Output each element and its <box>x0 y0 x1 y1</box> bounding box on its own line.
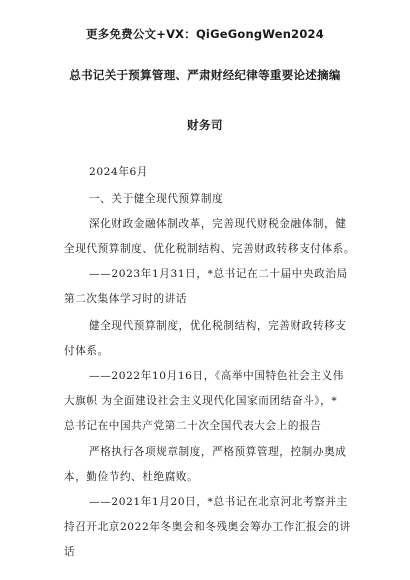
date-line: 2024年6月 <box>89 166 149 178</box>
promo-banner: 更多免费公文+VX：QiGeGongWen2024 <box>86 27 324 41</box>
paragraph-line: 深化财政金融体制改革，完善现代财税金融体制，健 <box>89 218 347 230</box>
document-title: 总书记关于预算管理、严肃财经纪律等重要论述摘编 <box>69 68 341 82</box>
citation-line: 持召开北京2022年冬奥会和冬残奥会筹办工作汇报会的讲 <box>64 521 351 533</box>
paragraph-line: 全现代预算制度、优化税制结构、完善财政转移支付体系。 <box>64 243 356 255</box>
citation-line: 第二次集体学习时的讲话 <box>64 293 188 305</box>
citation-line: 总书记在中国共产党第二十次全国代表大会上的报告 <box>64 420 322 432</box>
paragraph-line: 健全现代预算制度，优化税制结构，完善财政转移支 <box>89 320 347 332</box>
citation-line: 话 <box>64 546 76 558</box>
section-heading: 一、关于健全现代预算制度 <box>89 193 224 205</box>
paragraph-line: 严格执行各项规章制度，严格预算管理，控制办奥成 <box>89 446 347 458</box>
citation-line: ——2021年1月20日，*总书记在北京河北考察并主 <box>89 496 348 508</box>
paragraph-line: 本，勤俭节约、杜绝腐败。 <box>64 471 199 483</box>
citation-line: ——2023年1月31日，*总书记在二十届中央政治局 <box>89 268 348 280</box>
citation-line: 大旗帜 为全面建设社会主义现代化国家而团结奋斗》，* <box>64 395 338 407</box>
department-name: 财务司 <box>187 118 223 132</box>
citation-line: ——2022年10月16日，《高举中国特色社会主义伟 <box>89 370 344 382</box>
paragraph-line: 付体系。 <box>64 345 109 357</box>
